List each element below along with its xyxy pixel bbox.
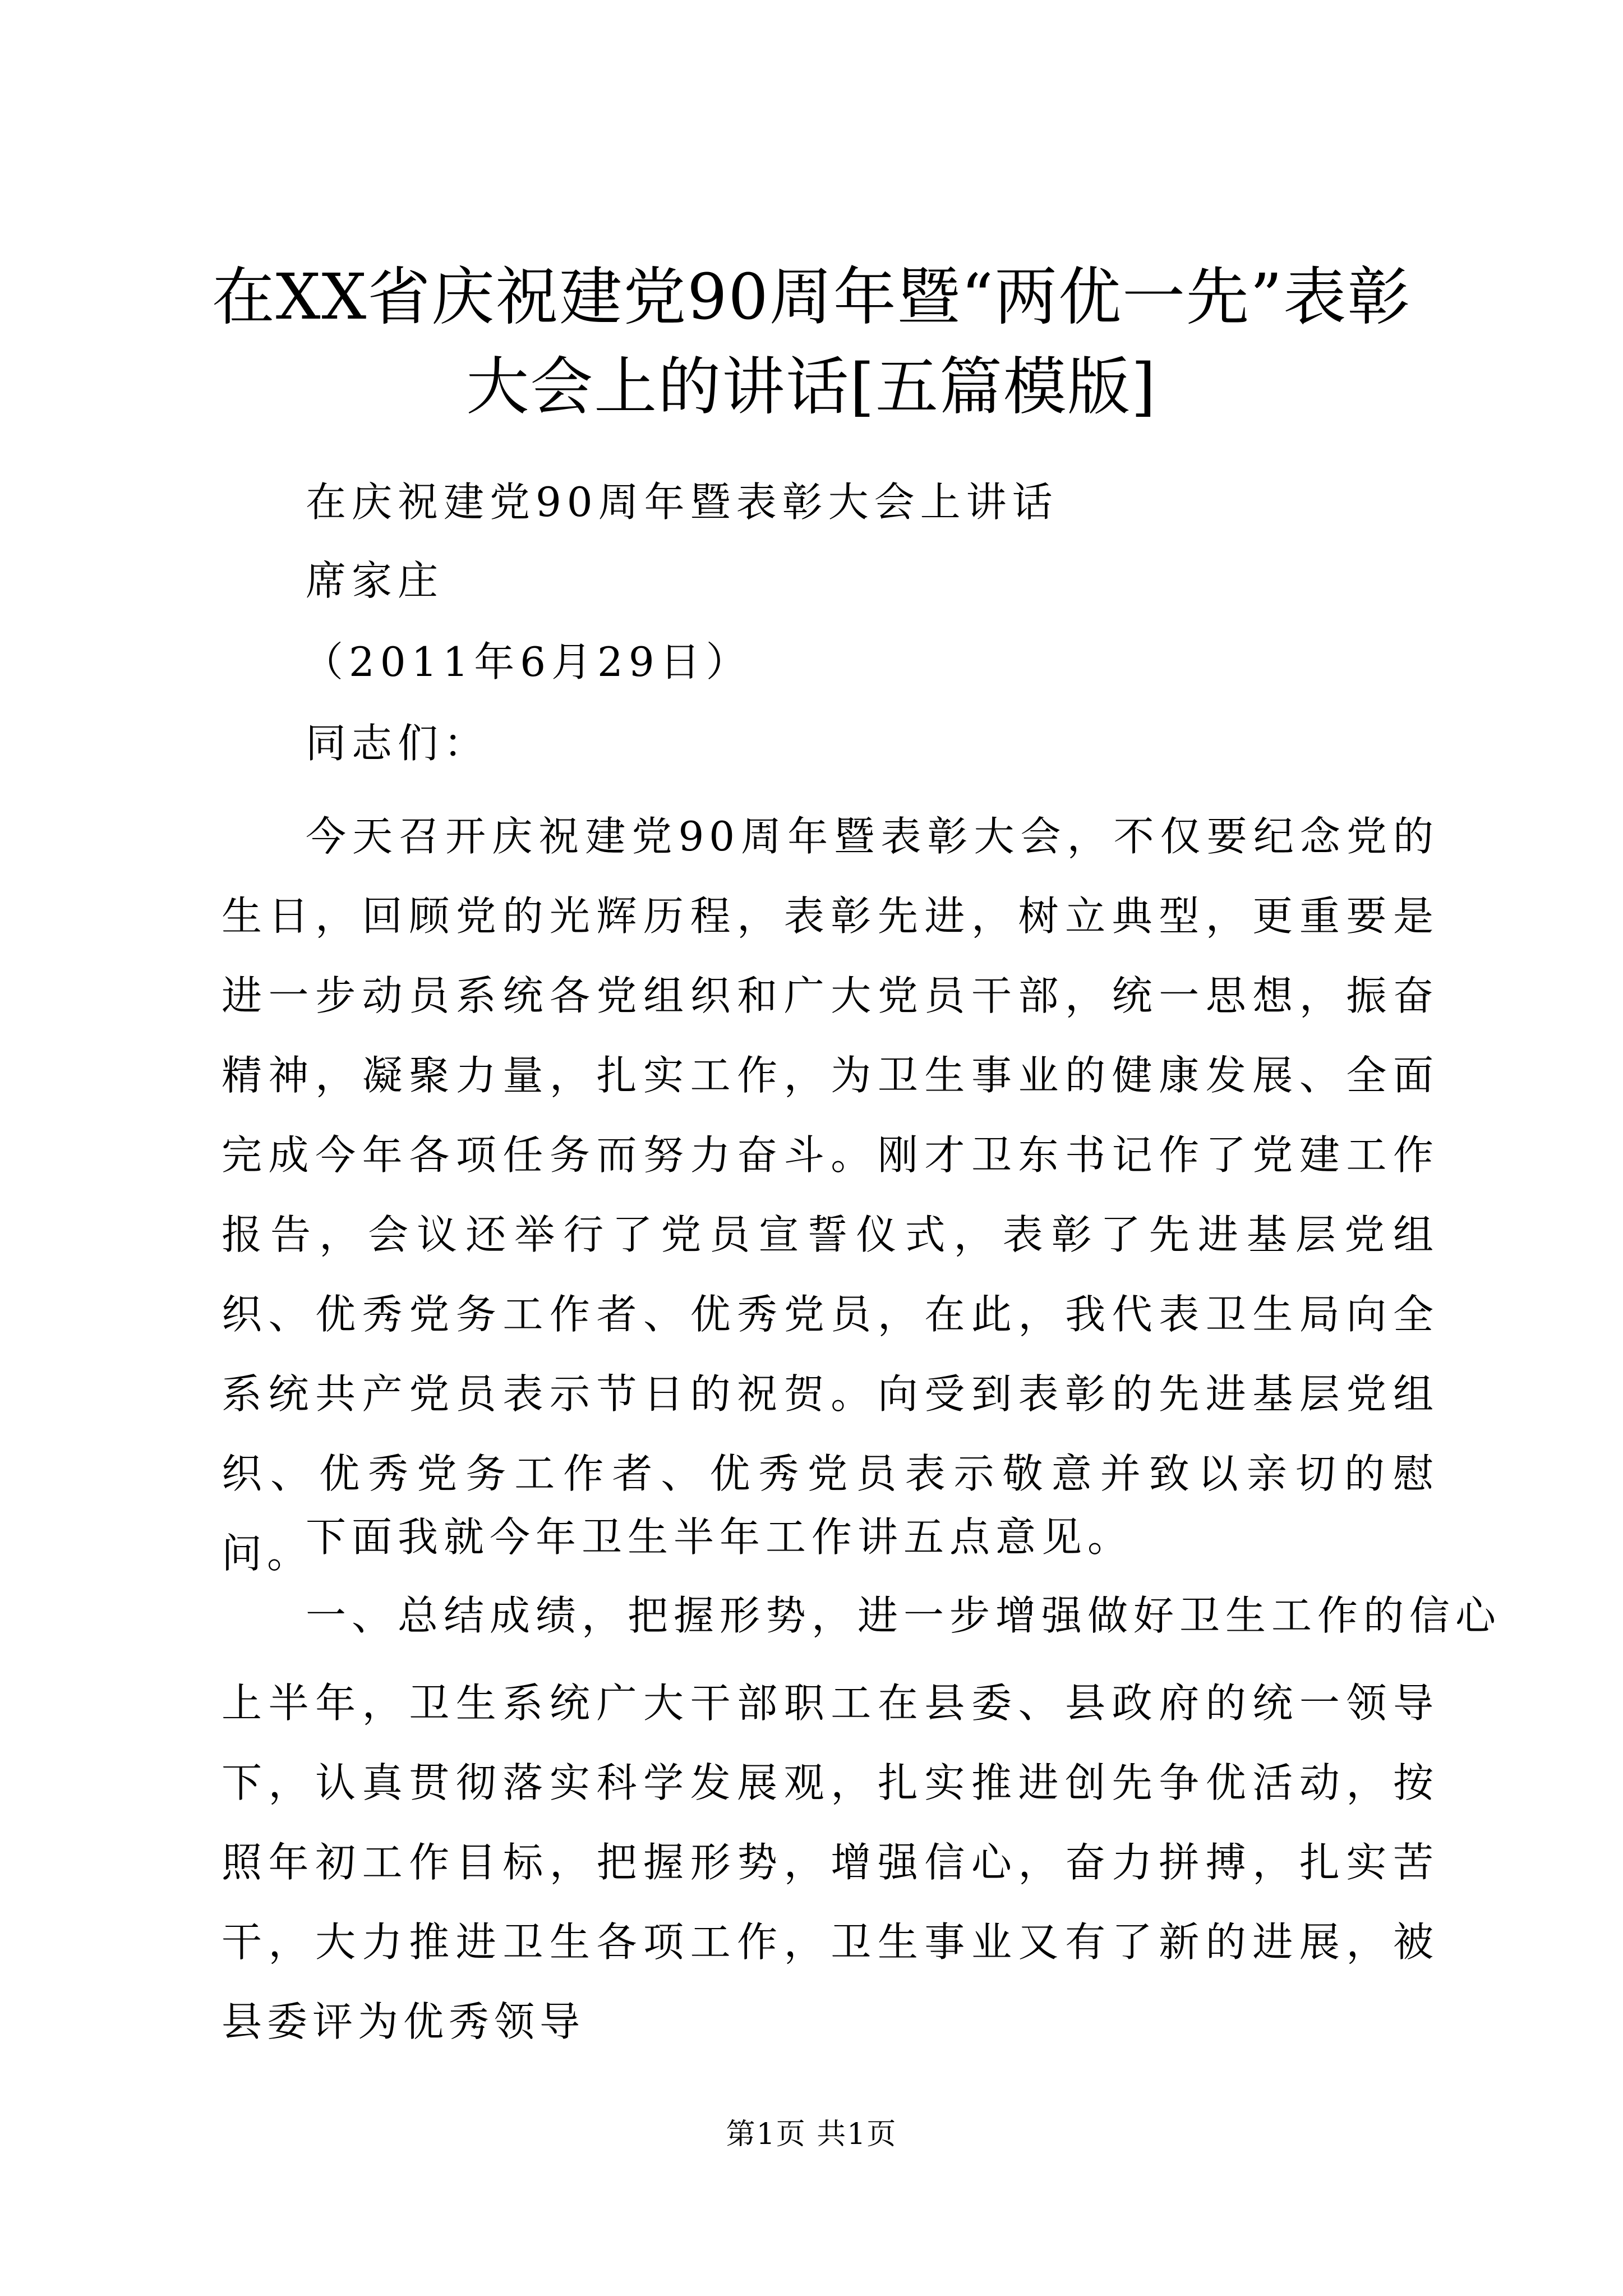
speech-subtitle: 在庆祝建党90周年暨表彰大会上讲话 bbox=[306, 478, 1058, 526]
document-title-line-2: 大会上的讲话[五篇模版] bbox=[466, 351, 1157, 424]
paragraph-opening: 今天召开庆祝建党90周年暨表彰大会，不仅要纪念党的生日，回顾党的光辉历程，表彰先进，树立典型，更重要是进一步动员系统各党组织和广大党员干部，统一思想，振奋精神，凝聚力量，扎实工作，为卫生事业的健康发展、全面完成今年各项任务而努力奋斗。刚才卫东书记作了党建工作报告，会议还举行了党员宣誓仪式，表彰了先进基层党组织、优秀党务工作者、优秀党员，在此，我代表卫生局向全系统共产党员表示节日的祝贺。向受到表彰的先进基层党组织、优秀党务工作者、优秀党员表示敬意并致以亲切的慰问。 bbox=[222, 813, 1438, 1577]
section-1-body: 上半年，卫生系统广大干部职工在县委、县政府的统一领导下，认真贯彻落实科学发展观，扎实推进创先争优活动，按照年初工作目标，把握形势，增强信心，奋力拼搏，扎实苦干，大力推进卫生各项工作，卫生事业又有了新的进展，被县委评为优秀领导 bbox=[222, 1680, 1438, 2045]
document-title-line-1: 在XX省庆祝建党90周年暨“两优一先”表彰 bbox=[211, 261, 1412, 334]
section-heading-1: 一、总结成绩，把握形势，进一步增强做好卫生工作的信心 bbox=[306, 1592, 1502, 1639]
speech-place: 席家庄 bbox=[306, 557, 444, 604]
paragraph-intro: 下面我就今年卫生半年工作讲五点意见。 bbox=[306, 1513, 1134, 1561]
speech-date: （2011年6月29日） bbox=[303, 638, 752, 685]
speech-greeting: 同志们： bbox=[306, 720, 490, 767]
page-footer: 第1页 共1页 bbox=[726, 2118, 897, 2151]
